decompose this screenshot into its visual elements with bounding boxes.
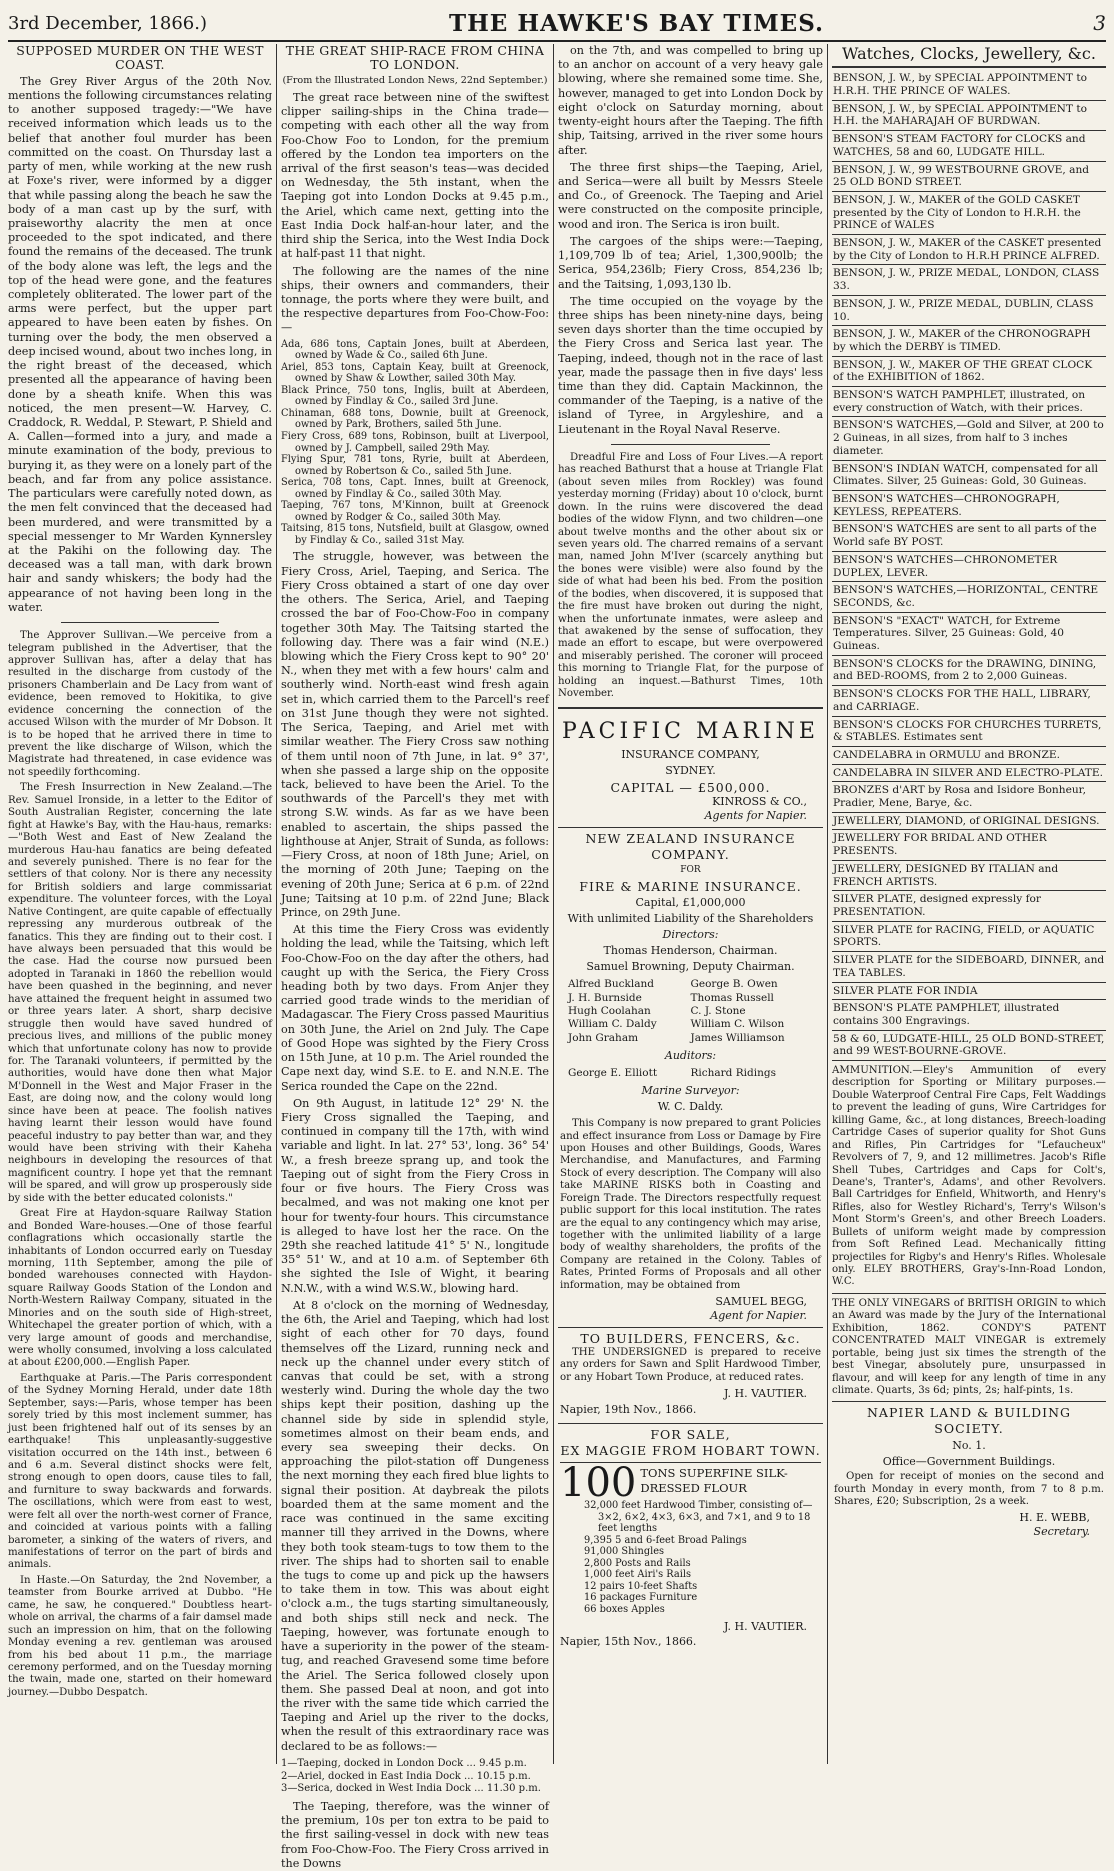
ship-race-continued: The three first ships—the Taeping, Ariel, and Serica—were all built by Messrs Steele and Co., of Greenock. The Taeping and Ariel were constructed on the composite principle, wood and iron. The Serica is iron built. <box>558 160 823 231</box>
ad-text: BENSON'S WATCH PAMPHLET, illustrated, on every construction of Watch, with their prices. <box>833 389 1086 414</box>
benson-ad-entry <box>832 326 1106 356</box>
ad-heading: TO BUILDERS, FENCERS, &c. <box>580 1331 801 1347</box>
ad-capital: CAPITAL — £500,000. <box>610 779 771 795</box>
benson-ad-entry <box>832 491 1106 521</box>
benson-ad-entry <box>832 101 1106 131</box>
benson-ad-entry <box>832 830 1106 860</box>
ship-race-paragraph: The great race between nine of the swiftest clipper sailing-ships in the China trade—competing with each other all the way from Foo-Chow Foo to London, for the premium offered by the London tea importers on the arrival of the first season's teas—was decided on Wednesday, the 5th instant, when the Taeping got into London Docks at 9.45 p.m., the Ariel, which came next, getting into the East India Dock half-an-hour later, and the third ship the Serica, into the West India Dock at half-past 11 that night. <box>281 90 549 261</box>
ad-text: BENSON, J. W., MAKER of the CASKET presented by the City of London to H.R.H PRINCE ALFRED. <box>833 237 1102 262</box>
benson-ad-entry <box>832 521 1106 551</box>
ad-agent: KINROSS & CO., <box>712 795 807 809</box>
ship-race-paragraph: At 8 o'clock on the morning of Wednesday, the 6th, the Ariel and Taeping, which had lost sight of each other for 70 days, found themselves off the Lizard, running neck and neck up the channel under every stitch of canvas that could be set, with a strong westerly wind. During the whole day the two ships kept their position, dashing up the channel side by side in splendid style, sometimes almost on their beam ends, and every sea sweeping their decks. On approaching the pilot-station off Dungeness the next morning they each fired blue lights to signal their position. At daybreak the pilots boarded them at the same moment and the race was continued in the same exciting manner till they arrived in the Downs, where they both took steam-tugs to tow them to the river. The ships had to shorten sail to enable the tugs to come up and pick up the hawsers to take them in tow. This was about eight o'clock a.m., the tugs starting simultaneously, and both ships still neck and neck. The Taeping, however, was fortunate enough to have a superiority in the power of the steam-tug, and reached Gravesend some time before the Ariel. The Serica followed closely upon them. She passed Deal at noon, and got into the river with the same tide which carried the Taeping and Ariel up the river to the docks, when the result of this extraordinary race was declared to be as follows:— <box>281 1298 549 1753</box>
ad-signature: J. H. VAUTIER. <box>723 1387 807 1401</box>
ad-text: BENSON'S "EXACT" WATCH, for Extreme Temperatures. Silver, 25 Guineas: Gold, 40 Guineas. <box>833 614 1065 653</box>
list-item: 3—Serica, docked in West India Dock ... 11.30 p.m. <box>281 1783 541 1795</box>
benson-ad-entry <box>832 357 1106 387</box>
benson-ad-entry <box>832 552 1106 582</box>
ad-date: Napier, 15th Nov., 1866. <box>560 1635 697 1649</box>
benson-ad-entry <box>832 613 1106 656</box>
sale-headline: TONS SUPERFINE SILK-DRESSED FLOUR <box>640 1466 788 1496</box>
ship-race-paragraph: At this time the Fiery Cross was evidently holding the lead, while the Taitsing, which left Foo-Chow-Foo on the day after the others, had caught up with the Serica, the Fiery Cross heading both by two days. From Anjer they carried good trade winds to the meridian of Madagascar. The Fiery Cross passed Mauritius on 30th June, the Ariel on 2nd July. The Cape of Good Hope was sighted by the Fiery Cross on 15th June, at 10 p.m. The Ariel rounded the Cape next day, wind S.E. to E. and N.N.E. The Serica rounded the Cape on the 22nd. <box>281 923 549 1093</box>
benson-ad-entry <box>832 891 1106 921</box>
column-4 <box>832 44 1106 1764</box>
list-item: James Williamson <box>690 1031 785 1044</box>
page-number: 3 <box>1093 11 1106 35</box>
ad-text: BENSON, J. W., MAKER OF THE GREAT CLOCK of the EXHIBITION of 1862. <box>833 358 1093 384</box>
benson-ad-entry <box>832 1000 1106 1030</box>
benson-ad-entry <box>832 296 1106 326</box>
ad-subhead: Directors: <box>662 928 719 942</box>
ad-date: Napier, 19th Nov., 1866. <box>560 1403 697 1417</box>
column-rule <box>827 44 828 1764</box>
benson-ad-entry <box>832 983 1106 1001</box>
ad-text: Samuel Browning, Deputy Chairman. <box>586 960 795 974</box>
auditors-list <box>560 1065 821 1082</box>
article-murder-body: The Grey River Argus of the 20th Nov. mentions the following circumstances relating to another supposed tragedy:—"We have received information which leads us to the belief that another foul murder has been committed on the coast. On Thursday last a party of men, while working at the new rush at Foxe's river, were informed by a digger that while passing along the beach he saw the body of a man cast up by the surf, with praiseworthy alacrity the men at once proceeded to the spot indicated, and there found the remains of the deceased. The trunk of the body alone was left, the legs and the top of the head were gone, and the features completely obliterated. The lower part of the arms were perfect, but the upper part appeared to have been eaten by fishes. On turning over the body, the men observed a deep incised wound, about two inches long, in the right breast of the deceased, which presented all the appearance of having been done by a sheath knife. When this was noticed, the men present—W. Harvey, C. Craddock, R. Weddal, P. Stewart, P. Shield and A. Callen—formed into a jury, and made a minute examination of the body, previous to burying it, as they were on a lonely part of the beach, and far from any police assistance. The particulars were carefully noted down, as the men felt convinced that the deceased had been murdered, and were transmitted by a special messenger to Mr Warden Kynnersley at the Pakihi on the following day. The deceased was a tall man, with dark brown hair and sandy whiskers; the body had the appearance of not having been long in the water. <box>8 74 272 614</box>
benson-ad-entry <box>832 952 1106 982</box>
benson-ad-entry <box>832 162 1106 192</box>
ad-text: SILVER PLATE for RACING, FIELD, or AQUATIC SPORTS. <box>833 923 1095 949</box>
list-item: Richard Ridings <box>690 1066 776 1079</box>
benson-ad-entry <box>832 813 1106 831</box>
ship-race-continued: The time occupied on the voyage by the three ships has been ninety-nine days, being seven days shorter than the time occupied by the Fiery Cross and Serica last year. The Taeping, indeed, though not in the race of last year, made the passage then in five days' less time than they did. Captain Mackinnon, the commander of the Taeping, is a native of the island of Tyree, in Argyleshire, and a Lieutenant in the Royal Naval Reserve. <box>558 294 823 436</box>
list-item: Black Prince, 750 tons, Inglis, built at Aberdeen, owned by Findlay & Co., sailed 3rd June. <box>281 384 549 408</box>
column-3 <box>558 44 823 1764</box>
benson-ad-entry <box>832 717 1106 747</box>
list-item: Fiery Cross, 689 tons, Robinson, built at Liverpool, owned by J. Campbell, sailed 29th May. <box>281 431 549 454</box>
list-item: William C. Wilson <box>690 1018 785 1031</box>
divider <box>611 444 770 445</box>
ship-race-paragraph: The Taeping, therefore, was the winner of the premium, 10s per ton extra to be paid to the first sailing-vessel in dock with new teas from Foo-Chow-Foo. The Fiery Cross arrived in the Downs <box>281 1799 549 1870</box>
ad-heading: NEW ZEALAND INSURANCE COMPANY. <box>585 831 796 863</box>
column-1 <box>8 44 272 1764</box>
ad-agent-role: Agent for Napier. <box>710 1309 807 1323</box>
divider <box>558 707 823 709</box>
ad-vinegar <box>832 1298 1106 1403</box>
benson-ad-entry <box>832 235 1106 265</box>
ad-heading: PACIFIC MARINE <box>562 718 819 744</box>
ad-body: Open for receipt of monies on the second and fourth Monday in every month, from 7 to 8 p.m. Shares, £20; Subscription, 2s a week. <box>834 1471 1104 1507</box>
benson-ad-entry <box>832 192 1106 235</box>
ad-text: JEWELLERY, DIAMOND, of ORIGINAL DESIGNS. <box>833 814 1100 827</box>
benson-ad-entry <box>832 387 1106 417</box>
ad-text: CANDELABRA IN SILVER AND ELECTRO-PLATE. <box>833 766 1103 779</box>
column-rule <box>553 44 554 1764</box>
ad-signature: J. H. VAUTIER. <box>723 1619 807 1633</box>
list-item: Alfred Buckland <box>568 978 654 991</box>
ad-for-sale <box>558 1424 823 1655</box>
list-item: 2—Ariel, docked in East India Dock ... 10.15 p.m. <box>281 1770 531 1782</box>
article-earthquake: Earthquake at Paris.—The Paris correspondent of the Sydney Morning Herald, under date 18th September, says:—Paris, whose temper has been sorely tried by this most inclement summer, has just been frightened half out of its senses by an earthquake! This unpleasantly-suggestive visitation occurred on the 14th inst., between 6 and 6 a.m. Several distinct shocks were felt, strong enough to open doors, cause tiles to fall, and furniture to sway backwards and forwards. The oscillations, which were from east to west, were felt all over the north-west corner of France, and coincided at various points with a falling barometer, a sinking of the waters of rivers, and manifestations of terror on the part of birds and animals. <box>8 1372 272 1571</box>
ad-text: SILVER PLATE, designed expressly for PRESENTATION. <box>833 893 1041 918</box>
ad-text: JEWELLERY FOR BRIDAL AND OTHER PRESENTS. <box>833 832 1047 858</box>
ad-capital: Capital, £1,000,000 <box>635 896 746 910</box>
ad-text: BENSON'S WATCHES are sent to all parts of the World safe BY POST. <box>833 523 1097 549</box>
ad-text: BRONZES d'ART by Rosa and Isidore Bonheur, Pradier, Mene, Barye, &c. <box>833 784 1086 810</box>
ad-text: FIRE & MARINE INSURANCE. <box>579 878 802 894</box>
ad-subheading: EX MAGGIE FROM HOBART TOWN. <box>560 1443 821 1463</box>
benson-ads <box>832 70 1106 1061</box>
ad-body: THE ONLY VINEGARS of BRITISH ORIGIN to which an Award was made by the Jury of the International Exhibition, 1862. CONDY'S PATENT CONCENTRATED MALT VINEGAR is extremely portable, being just six times the strength of the best Vinegar, absolutely pure, unsurpassed in flavour, and will keep for any length of time in any climate. Quarts, 3s 6d; pints, 2s; half-pints, 1s. <box>832 1297 1106 1396</box>
ad-text: BENSON'S CLOCKS FOR CHURCHES TURRETS, & STABLES. Estimates sent <box>833 718 1102 744</box>
ad-agent: SAMUEL BEGG, <box>715 1295 807 1309</box>
list-item: William C. Daldy <box>568 1018 657 1031</box>
list-item: Chinaman, 688 tons, Downie, built at Greenock, owned by Park, Brothers, sailed 5th June. <box>281 407 549 431</box>
ad-text: BENSON'S WATCHES,—HORIZONTAL, CENTRE SECONDS, &c. <box>833 584 1099 609</box>
list-item: 32,000 feet Hardwood Timber, consisting of—3×2, 6×2, 4×3, 6×3, and 7×1, and 9 to 18 feet lengths <box>584 1500 813 1535</box>
ad-agent-role: Secretary. <box>1033 1525 1090 1539</box>
list-item: Taitsing, 815 tons, Nutsfield, built at Glasgow, owned by Findlay & Co., sailed 31st May. <box>281 523 549 546</box>
ship-race-continued: on the 7th, and was compelled to bring up to an anchor on account of a very heavy gale blowing, where she remained some time. She, however, managed to get into London Dock by eight o'clock on Saturday morning, about twenty-eight hours after the Taeping. The fifth ship, Taitsing, arrived in the river some hours after. <box>558 44 823 157</box>
ad-body: THE UNDERSIGNED is prepared to receive any orders for Sawn and Split Hardwood Timber, or any Hobart Town Produce, at reduced rates. <box>560 1347 821 1383</box>
column-rule <box>276 44 277 1764</box>
arrival-list <box>281 1758 549 1796</box>
ad-text: BENSON, J. W., by SPECIAL APPOINTMENT to H.H. the MAHARAJAH OF BURDWAN. <box>833 102 1087 128</box>
ad-text: BENSON, J. W., PRIZE MEDAL, LONDON, CLASS 33. <box>833 267 1100 293</box>
list-item: 1—Taeping, docked in London Dock ... 9.45 p.m. <box>281 1757 527 1769</box>
benson-ad-entry <box>832 747 1106 765</box>
ad-text: BENSON'S WATCHES—CHRONOMETER DUPLEX, LEVER. <box>833 553 1058 579</box>
list-item: Thomas Russell <box>690 991 774 1004</box>
ship-list <box>281 339 549 547</box>
ad-pacific-marine <box>558 715 823 829</box>
column-2 <box>281 43 549 1870</box>
benson-ad-entry <box>832 265 1106 295</box>
ad-text: SYDNEY. <box>665 763 716 777</box>
ship-race-paragraph: On 9th August, in latitude 12° 29' N. the Fiery Cross signalled the Taeping, and continued in company till the 17th, with wind variable and light. In lat. 27° 53', long. 36° 54' W., a fresh breeze sprang up, and took the Taeping out of sight from the Fiery Cross in four or five hours. The Fiery Cross was becalmed, and was not making one knot per hour for twenty-four hours. This circumstance is alleged to have lost her the race. On the 29th she reached latitude 41° 5' N., longitude 35° 51' W., and at 10 a.m. of September 6th she sighted the Isle of Wight, it bearing N.N.W., with a wind W.S.W., blowing hard. <box>281 1096 549 1295</box>
list-item: John Graham <box>568 1031 639 1044</box>
divider <box>61 622 219 623</box>
list-item: 1,000 feet Airi's Rails <box>584 1569 692 1581</box>
list-item: 9,395 5 and 6-feet Broad Palings <box>584 1534 747 1546</box>
section-heading-watches: Watches, Clocks, Jewellery, &c. <box>832 44 1106 68</box>
ad-text: With unlimited Liability of the Shareholders <box>567 912 814 926</box>
ad-text: BENSON, J. W., 99 WESTBOURNE GROVE, and 25 OLD BOND STREET. <box>833 163 1090 189</box>
ad-text: BENSON, J. W., PRIZE MEDAL, DUBLIN, CLASS 10. <box>833 297 1094 323</box>
ship-race-continued: The cargoes of the ships were:—Taeping, 1,109,709 lb of tea; Ariel, 1,300,900lb; the Serica, 954,236lb; Fiery Cross, 854,236 lb; and the Taitsing, 1,093,130 lb. <box>558 234 823 291</box>
article-fire-haydon: Great Fire at Haydon-square Railway Station and Bonded Ware-houses.—One of those fearful conflagrations which occasionally startle the inhabitants of London occurred early on Tuesday morning, 11th September, among the pile of bonded warehouses connected with Haydon-square Railway Goods Station of the London and North-Western Railway Company, situated in the Minories and on the south side of High-street, Whitechapel the greater portion of which, with a very large amount of goods and merchandise, were wholly consumed, involving a loss calculated at about £200,000.—English Paper. <box>8 1208 272 1369</box>
list-item: C. J. Stone <box>690 1004 746 1017</box>
directors-list <box>560 976 821 1047</box>
ad-text: W. C. Daldy. <box>657 1100 724 1114</box>
ad-agent-role: Agents for Napier. <box>704 809 807 823</box>
benson-ad-entry <box>832 686 1106 716</box>
benson-ad-entry <box>832 765 1106 783</box>
list-item: George B. Owen <box>690 978 778 991</box>
benson-ad-entry <box>832 70 1106 100</box>
benson-ad-entry <box>832 782 1106 812</box>
list-item: George E. Elliott <box>568 1066 658 1079</box>
list-item: J. H. Burnside <box>568 991 642 1004</box>
ad-text: BENSON'S CLOCKS for the DRAWING, DINING, and BED-ROOMS, from 2 to 2,000 Guineas. <box>833 657 1097 683</box>
article-in-haste: In Haste.—On Saturday, the 2nd November, a teamster from Bourke arrived at Dubbo. "He came, he saw, he conquered." Doubtless heart-whole on arrival, the charms of a fair damsel made such an impression on him, that on the following Monday evening a rev. gentleman was aroused from his bed about 11 p.m., the marriage ceremony performed, and on the Tuesday morning the twain, made one, started on their homeward journey.—Dubbo Despatch. <box>8 1574 272 1698</box>
ad-text: INSURANCE COMPANY, <box>621 747 760 761</box>
newspaper-title: THE HAWKE'S BAY TIMES. <box>448 9 825 37</box>
list-item: Serica, 708 tons, Capt. Innes, built at Greenock, owned by Findlay & Co., sailed 30th May. <box>281 477 549 500</box>
ad-text: BENSON, J. W., by SPECIAL APPOINTMENT to H.R.H. THE PRINCE OF WALES. <box>833 72 1087 98</box>
list-item: 2,800 Posts and Rails <box>584 1557 691 1569</box>
benson-ad-entry <box>832 656 1106 686</box>
list-item: 16 packages Furniture <box>584 1592 698 1604</box>
benson-ad-entry <box>832 131 1106 161</box>
list-item: Hugh Coolahan <box>568 1004 651 1017</box>
ad-signature: H. E. WEBB, <box>1019 1511 1090 1525</box>
ad-text: JEWELLERY, DESIGNED BY ITALIAN and FRENCH ARTISTS. <box>833 862 1059 888</box>
ad-body: This Company is now prepared to grant Policies and effect insurance from Loss or Damage by Fire upon Houses and other Buildings, Goods, Wares Merchandise, and Manufactures, and Farming Stock of every description. The Company will also take MARINE RISKS both in Coasting and Foreign Trade. The Directors respectfully request public support for this local institution. The rates are the equal to any contingency which may arise, together with the unlimited liability of a large body of wealthy shareholders, the profits of the Company are retained in the Colony. Tables of Rates, Printed Forms of Proposals and all other information, may be obtained from <box>560 1118 821 1291</box>
article-source: (From the Illustrated London News, 22nd September.) <box>282 74 548 86</box>
sale-quantity: 100 <box>560 1460 637 1507</box>
ad-text: BENSON'S CLOCKS FOR THE HALL, LIBRARY, and CARRIAGE. <box>833 688 1091 713</box>
ad-text: CANDELABRA in ORMULU and BRONZE. <box>833 748 1060 761</box>
benson-ad-entry <box>832 861 1106 891</box>
list-item: Ada, 686 tons, Captain Jones, built at Aberdeen, owned by Wade & Co., sailed 6th June. <box>281 338 549 362</box>
list-item: Ariel, 853 tons, Captain Keay, built at Greenock, owned by Shaw & Lowther, sailed 30th May. <box>281 361 549 385</box>
ad-body: AMMUNITION.—Eley's Ammunition of every description for Sporting or Military purposes.—Double Waterproof Central Fire Caps, Felt Waddings to prevent the leading of guns, Wire Cartridges for killing Game, &c., at long distances, Breech-loading Cartridge Cases of superior quality for Shot Guns and Rifles, Pin Cartridges for "Lefaucheux" Revolvers of 7, 9, and 12 millimetres. Jacob's Rifle Shell Tubes, Cartridges and Caps for Colt's, Deane's, Tranter's, Adams', and other Revolvers. Ball Cartridges for Enfield, Whitworth, and Henry's Rifles, also for Westley Richard's, Terry's Wilson's Mont Storm's Green's, and other Breech Loaders. Bullets of uniform weight made by compression from Soft Refined Lead. Mechanically fitting projectiles for Rigby's and Henry's Rifles. Wholesale only. ELEY BROTHERS, Gray's-Inn-Road London, W.C. <box>832 1065 1106 1288</box>
article-dreadful-fire: Dreadful Fire and Loss of Four Lives.—A report has reached Bathurst that a house at Triangle Flat (about seven miles from Rockley) was found yesterday morning (Friday) about 10 o'clock, burnt down. In the ruins were discovered the dead bodies of the widow Flynn, and two children—one about twelve months and the other about six or seven years old. The charred remains of a servant man, named John M'Iver (scarcely anything but the bones were visible) were also found by the side of what had been his bed. From the position of the bodies, when discovered, it is supposed that the fire must have broken out during the night, when the unfortunate inmates, were asleep and that awakened by the sense of suffocation, they made an effort to escape, but were overpowered and miserably perished. The coroner will proceed this morning to Triangle Flat, for the purpose of holding an inquest.—Bathurst Times, 10th November. <box>558 451 823 700</box>
ad-text: BENSON'S WATCHES—CHRONOGRAPH, KEYLESS, REPEATERS. <box>833 493 1060 518</box>
ad-text: BENSON'S STEAM FACTORY for CLOCKS and WATCHES, 58 and 60, LUDGATE HILL. <box>833 133 1086 158</box>
list-item: 66 boxes Apples <box>584 1603 665 1615</box>
ad-text: BENSON'S WATCHES,—Gold and Silver, at 200 to 2 Guineas, in all sizes, from half to 3 inches diameter. <box>833 419 1104 457</box>
ad-text: BENSON, J. W., MAKER of the CHRONOGRAPH by which the DERBY is TIMED. <box>833 328 1091 353</box>
ad-text: No. 1. <box>952 1439 986 1453</box>
ad-text: SILVER PLATE for the SIDEBOARD, DINNER, and TEA TABLES. <box>833 954 1105 979</box>
ad-heading: NAPIER LAND & BUILDING SOCIETY. <box>866 1405 1072 1437</box>
ad-text: SILVER PLATE FOR INDIA <box>833 984 978 997</box>
article-sullivan: The Approver Sullivan.—We perceive from a telegram published in the Advertiser, that the approver Sullivan has, after a delay that has resulted in the discharge from custody of the prisoners Chamberlain and De Lacy from want of evidence, been removed to Hokitika, to give evidence concerning the connection of the accused Wilson with the murder of Mr Dobson. It is to be hoped that he arrived there in time to prevent the like discharge of Wilson, which the Magistrate had threatened, in case evidence was not speedily forthcoming. <box>8 630 272 778</box>
ad-text: Office—Government Buildings. <box>882 1455 1056 1469</box>
list-item: Taeping, 767 tons, M'Kinnon, built at Greenock owned by Rodger & Co., sailed 30th May. <box>281 500 549 523</box>
ad-text: FOR <box>680 865 701 876</box>
ad-builders <box>558 1328 823 1424</box>
list-item: 12 pairs 10-feet Shafts <box>584 1580 698 1592</box>
ad-subhead: Auditors: <box>664 1048 717 1062</box>
benson-ad-entry <box>832 461 1106 491</box>
ship-race-paragraph: The following are the names of the nine ships, their owners and commanders, their tonnage, the ports where they were built, and the respective departures from Foo-Chow-Foo:— <box>281 264 549 335</box>
benson-ad-entry <box>832 582 1106 612</box>
sale-items <box>560 1500 821 1615</box>
ship-race-paragraph: The struggle, however, was between the Fiery Cross, Ariel, Taeping, and Serica. The Fiery Cross obtained a start of one day over the others. The Serica, Ariel, and Taeping crossed the bar of Foo-Chow-Foo in company together 30th May. The Taitsing started the following day. There was a fair wind (N.E.) blowing which the Fiery Cross kept to 90° 20' N., when they met with a few hours' calm and southerly wind. North-east wind fresh again set in, which carried them to the Parcell's reef on 31st June though they were not sighted. The Serica, Taeping, and Ariel met with similar weather. The Fiery Cross saw nothing of them until noon of 7th June, in lat. 9° 37', when she passed a large ship on the opposite tack, believed to have been the Ariel. To the southwards of the Parcell's they met with strong S.W. winds. As far as we have been enabled to ascertain, the ships passed the lighthouse at Anjer, Strait of Sunda, as follows:—Fiery Cross, at noon of 18th June; Ariel, on the morning of 20th June; Taeping on the evening of 20th June; Serica at 6 p.m. of 22nd June; Taitsing at 10 p.m. of 22nd June; Black Prince, on 29th June. <box>281 550 549 919</box>
article-title-murder: SUPPOSED MURDER ON THE WEST COAST. <box>16 43 264 73</box>
article-insurrection: The Fresh Insurrection in New Zealand.—The Rev. Samuel Ironside, in a letter to the Editor of South Australian Register, concerning the late fight at Hawke's Bay, with the Hau-haus, remarks:—"Both West and East of New Zealand the murderous Hau-hau fanatics are being defeated and severely punished. There is no fear for the settlers of that colony. Nor is there any necessity for British soldiers and large commissariat expenditure. The volunteer forces, with the Loyal Native Contingent, are quite capable of effectually repressing any murderous outbreak of the fanatics. This they are finding out to their cost. I have always been persuaded that this would be the case. Had the course now pursued been adopted in Taranaki in 1860 the rebellion would have been quashed in the beginning, and never have attained the frequent height in assumed two or three years later. A short, sharp decisive struggle then would have saved hundred of precious lives, and millions of the public money which that unfortunate colony has now to provide for. The Taranaki volunteers, if permitted by the authorities, would have done then what Major M'Donnell in the West and Major Fraser in the East, are doing now, and the colony would long since have been at peace. The foolish natives having learnt their lesson would have found peaceful industry to pay better than war, and they would have been striving with their Kaheha neighbours in developing the resources of that magnificent country. I hope yet that the remnant will be spared, and will grow up prosperously side by side with the better educated colonists." <box>8 782 272 1204</box>
masthead <box>8 6 1106 42</box>
ad-ammunition <box>832 1065 1106 1294</box>
ad-text: BENSON'S INDIAN WATCH, compensated for all Climates. Silver, 25 Guineas: Gold, 30 Guineas. <box>833 462 1099 488</box>
ad-nz-insurance <box>558 828 823 1328</box>
ad-text: BENSON, J. W., MAKER of the GOLD CASKET presented by the City of London to H.R.H. the PRINCE of WALES <box>833 193 1081 232</box>
benson-ad-entry <box>832 922 1106 952</box>
article-title-ship-race: THE GREAT SHIP-RACE FROM CHINA TO LONDON. <box>285 43 545 73</box>
list-item: Flying Spur, 781 tons, Ryrie, built at Aberdeen, owned by Robertson & Co., sailed 5th June. <box>281 454 549 477</box>
issue-date: 3rd December, 1866.) <box>8 12 207 34</box>
list-item: 91,000 Shingles <box>584 1546 665 1558</box>
ad-text: Thomas Henderson, Chairman. <box>603 944 778 958</box>
benson-ad-entry <box>832 417 1106 460</box>
ad-heading: FOR SALE, <box>650 1427 731 1443</box>
ad-subhead: Marine Surveyor: <box>641 1084 740 1098</box>
ad-text: 58 & 60, LUDGATE-HILL, 25 OLD BOND-STREET, and 99 WEST-BOURNE-GROVE. <box>833 1032 1105 1058</box>
ad-text: BENSON'S PLATE PAMPHLET, illustrated contains 300 Engravings. <box>833 1002 1060 1027</box>
benson-ad-entry <box>832 1031 1106 1061</box>
ad-napier-land-society <box>832 1402 1106 1543</box>
